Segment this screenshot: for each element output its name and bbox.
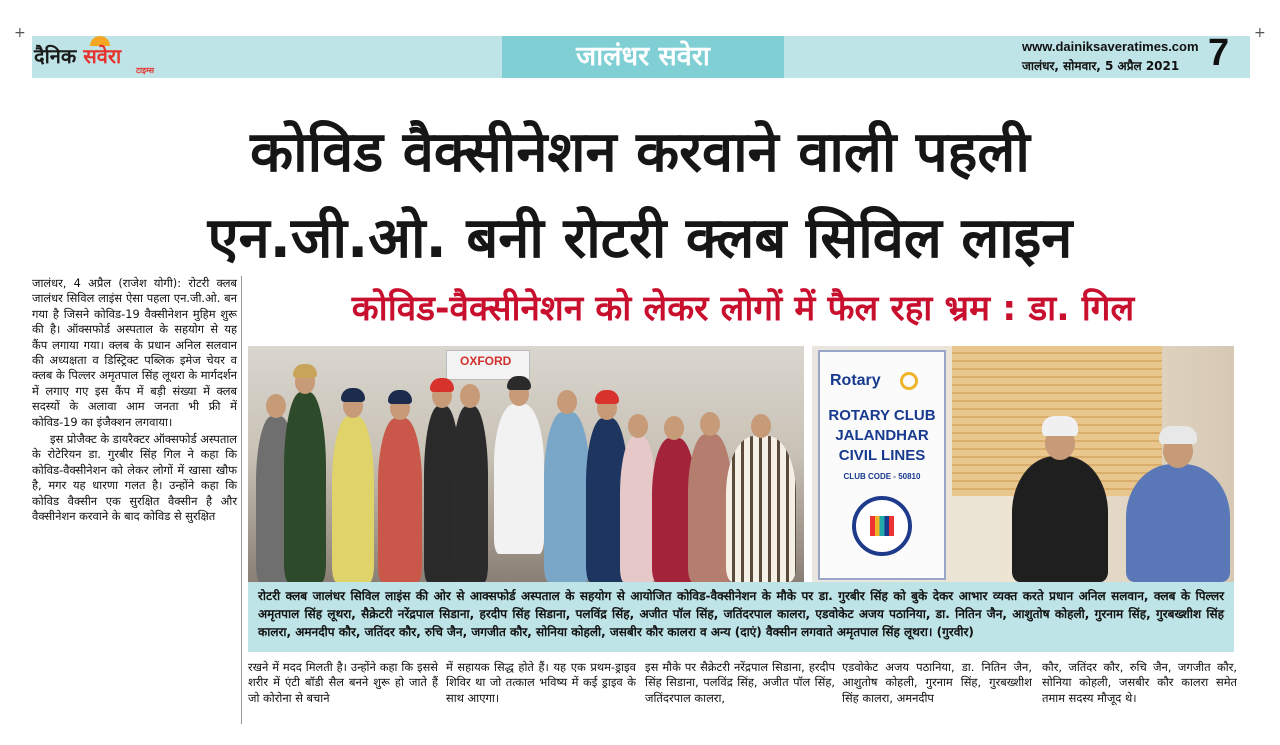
- left-column: [32, 276, 237, 525]
- column-divider: [241, 276, 242, 724]
- newspaper-logo: [32, 38, 158, 78]
- website-url: www.dainiksaveratimes.com: [1022, 39, 1199, 54]
- rotary-club-name: ROTARY CLUB JALANDHAR CIVIL LINES: [828, 407, 936, 464]
- article-column-1: रखने में मदद मिलती है। उन्होंने कहा कि इससे शरीर में एंटी बॉडी सैल बनने शुरू हो जाते हैं जो कोरोना से बचाने: [248, 660, 438, 705]
- logo-word-savera: सवेरा: [83, 44, 122, 68]
- edition-title: जालंधर सवेरा: [576, 41, 710, 72]
- logo-word-dainik: दैनिक: [34, 44, 84, 68]
- person-figure: [544, 412, 590, 582]
- article-column-3: इस मौके पर सैक्रेटरी नरेंद्रपाल सिडाना, हरदीप सिंह सिडाना, पलविंद्र सिंह, अजीत पॉल सिंह, जतिंदरपाल कालरा,: [645, 660, 835, 705]
- logo-subtext: टाइम्स: [136, 66, 155, 75]
- left-column-paragraph-1: जालंधर, 4 अप्रैल (राजेश योगी): रोटरी क्लब जालंधर सिविल लाइंस ऐसा पहला एन.जी.ओ. बन गया है जिसने कोविड-19 वैक्सीनेशन मुहिम शुरू की है। ऑक्सफोर्ड अस्पताल के सहयोग से यह कैंप लगाया गया। क्लब के प्रधान अनिल सलवान की अध्यक्षता व डिस्ट्रिक्ट पब्लिक इमेज चेयर व क्लब के पिल्लर अमृतपाल सिंह लूथरा के मार्गदर्शन में लगाए गए इस कैंप में बड़ी संख्या में क्लब सदस्यों के अलावा आम जनता भी फ्री में कोविड-19 का इंजैक्शन लगवाया।: [32, 276, 237, 429]
- crop-mark-top-left: +: [14, 25, 26, 41]
- rotary-wheel-icon: [900, 372, 918, 390]
- logo-wordmark: [34, 42, 121, 69]
- hospital-sign-text: OXFORD: [460, 354, 512, 368]
- article-column-5: कौर, जतिंदर कौर, रुचि जैन, जगजीत कौर, सोनिया कोहली, जसबीर कौर कालरा समेत तमाम सदस्य मौजूद थे।: [1042, 660, 1237, 705]
- photo-caption: रोटरी क्लब जालंधर सिविल लाइंस की ओर से आक्सफोर्ड अस्पताल के सहयोग से आयोजित कोविड-वैक्सीनेशन के मौके पर डा. गुरबीर सिंह को बुके देकर आभार व्यक्त करते प्रधान अनिल सलवान, क्लब के पिल्लर अमृतपाल सिंह लूथरा, सैक्रेटरी नरेंद्रपाल सिडाना, हरदीप सिंह सिडाना, पलविंद्र सिंह, अजीत पॉल सिंह, जतिंदरपाल कालरा, एडवोकेट अजय पठानिया, डा. नितिन जैन, आशुतोष कोहली, गुरनाम सिंह, गुरबख्शीश सिंह कालरा, अमनदीप कौर, जतिंदर कौर, रुचि जैन, जगजीत कौर, सोनिया कोहली, जसबीर कौर कालरा व अन्य (दाएं) वैक्सीन लगवाते अमृतपाल सिंह लूथरा। (गुरवीर): [248, 582, 1234, 652]
- group-photo: [248, 346, 804, 582]
- dateline: जालंधर, सोमवार, 5 अप्रैल 2021: [1022, 59, 1180, 73]
- rotary-brand: Rotary: [830, 372, 881, 389]
- person-figure: [494, 404, 544, 554]
- headline-line-1: कोविड वैक्सीनेशन करवाने वाली पहली: [250, 120, 1030, 185]
- rotary-club-code: CLUB CODE - 50810: [843, 472, 921, 481]
- masthead: [32, 32, 1250, 78]
- person-figure: [1126, 464, 1230, 582]
- crop-mark-top-right: +: [1254, 25, 1266, 41]
- club-emblem-icon: [852, 496, 912, 556]
- article-column-4: एडवोकेट अजय पठानिया, डा. नितिन जैन, आशुतोष कोहली, गुरनाम सिंह, गुरबख्शीश सिंह कालरा, अमनदीप: [842, 660, 1032, 705]
- person-figure: [332, 416, 374, 582]
- subheadline: कोविड-वैक्सीनेशन को लेकर लोगों में फैल रहा भ्रम : डा. गिल: [351, 289, 1135, 329]
- person-figure: [620, 436, 656, 582]
- person-figure: [1012, 456, 1108, 582]
- article-column-2: में सहायक सिद्ध होते हैं। यह एक प्रथम-ड्राइव शिविर था जो तत्काल भविष्य में कई ड्राइव के साथ आएगा।: [446, 660, 636, 705]
- page-number: 7: [1208, 32, 1230, 74]
- left-column-paragraph-2: इस प्रोजैक्ट के डायरैक्टर ऑक्सफोर्ड अस्पताल के रोटेरियन डा. गुरबीर सिंह गिल ने कहा कि कोविड-वैक्सीनेशन को लेकर लोगों में खासा खौफ है, मगर यह धारणा गलत है। उन्होंने कहा कि कोविड वैक्सीन एक सुरक्षित वैक्सीन है और वैक्सीनेशन करवाने के बाद कोविड से सुरक्षित: [32, 432, 237, 524]
- person-figure: [378, 418, 422, 582]
- person-figure: [284, 392, 326, 582]
- person-figure: [726, 436, 796, 582]
- person-figure: [452, 406, 488, 582]
- headline-line-2: एन.जी.ओ. बनी रोटरी क्लब सिविल लाइन: [207, 206, 1073, 271]
- vaccination-photo: [812, 346, 1234, 582]
